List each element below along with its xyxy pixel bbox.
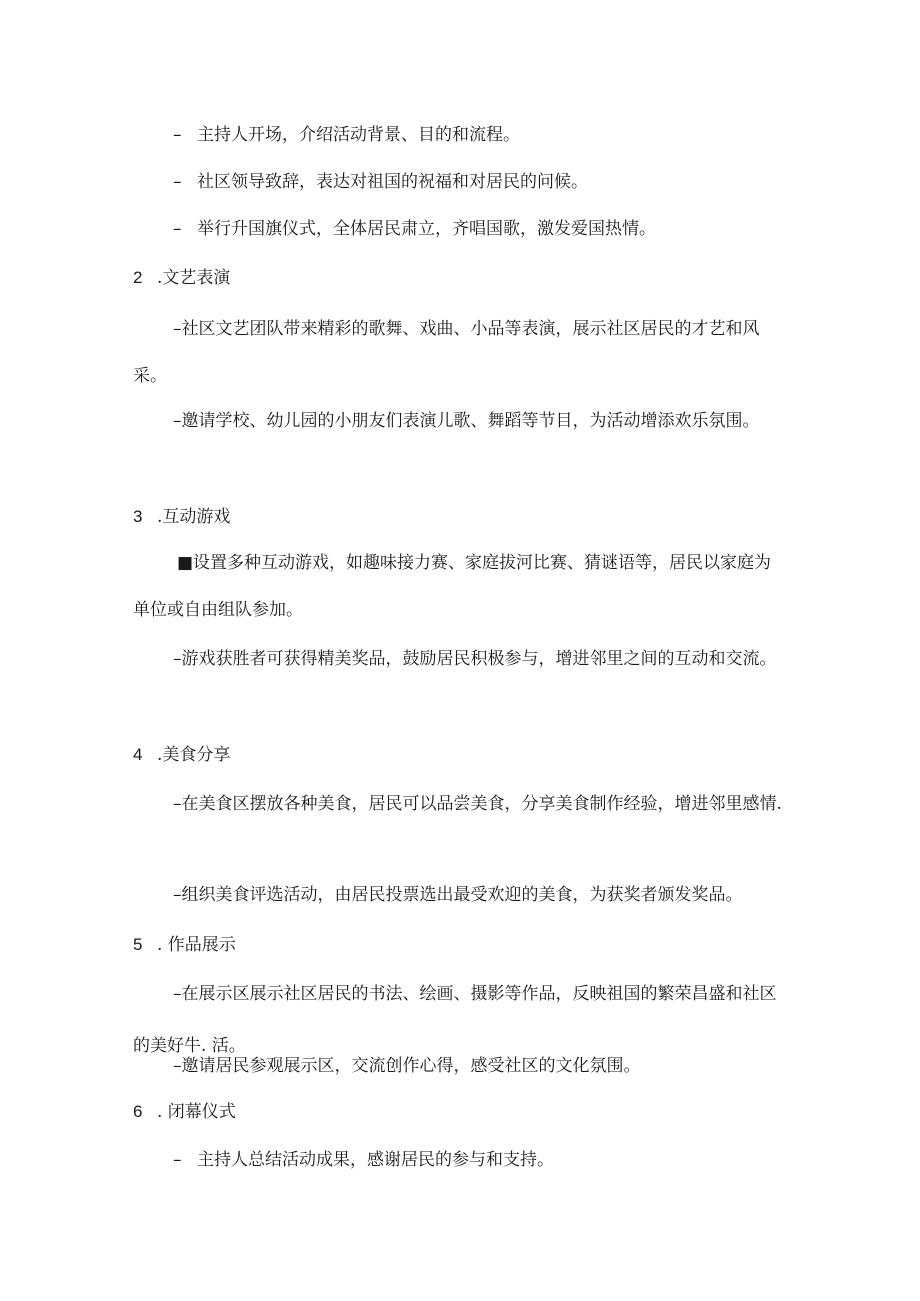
section-heading (133, 266, 230, 290)
section-number: 6 (133, 1102, 143, 1121)
opening-item-text: 主持人开场，介绍活动背景、目的和流程。 (197, 125, 520, 145)
opening-item-text: 社区领导致辞，表达对祖国的祝福和对居民的问候。 (197, 172, 588, 192)
section-heading (133, 743, 230, 767)
section-title: .美食分享 (157, 745, 231, 765)
opening-item (173, 217, 656, 241)
dash-marker: – (173, 125, 182, 145)
section-number: 3 (133, 507, 143, 526)
opening-item-text: 举行升国旗仪式，全体居民肃立，齐唱国歌，激发爱国热情。 (197, 219, 656, 239)
paragraph: –社区文艺团队带来精彩的歌舞、戏曲、小品等表演，展示社区居民的才艺和风采。 (133, 319, 760, 386)
opening-item (173, 123, 520, 147)
paragraph: –游戏获胜者可获得精美奖品，鼓励居民积极参与，增进邻里之间的互动和交流。 (173, 649, 777, 669)
dash-marker: – (173, 1150, 182, 1170)
section-title: .互动游戏 (157, 507, 231, 527)
dash-marker: – (173, 219, 182, 239)
paragraph: –在美食区摆放各种美食，居民可以品尝美食，分享美食制作经验，增进邻里感情. (173, 794, 782, 814)
closing-item (173, 1148, 554, 1172)
paragraph: –邀请居民参观展示区，交流创作心得，感受社区的文化氛围。 (173, 1056, 641, 1076)
section-number: 5 (133, 935, 143, 954)
paragraph: –组织美食评选活动，由居民投票选出最受欢迎的美食，为获奖者颁发奖品。 (173, 885, 743, 905)
section-title: . 作品展示 (157, 935, 236, 955)
closing-item-text: 主持人总结活动成果，感谢居民的参与和支持。 (197, 1150, 554, 1170)
paragraph: ■设置多种互动游戏，如趣味接力赛、家庭拔河比赛、猜谜语等，居民以家庭为单位或自由组队参加。 (133, 553, 772, 620)
paragraph: –邀请学校、幼儿园的小朋友们表演儿歌、舞蹈等节目，为活动增添欢乐氛围。 (173, 411, 760, 431)
section-heading (133, 505, 230, 529)
section-number: 4 (133, 745, 143, 764)
opening-item (173, 170, 588, 194)
paragraph: –在展示区展示社区居民的书法、绘画、摄影等作品，反映祖国的繁荣昌盛和社区的美好牛. 活。 (133, 984, 777, 1056)
section-heading (133, 1100, 236, 1124)
section-title: .文艺表演 (157, 268, 231, 288)
section-title: . 闭幕仪式 (157, 1102, 236, 1122)
section-number: 2 (133, 268, 143, 287)
dash-marker: – (173, 172, 182, 192)
section-heading (133, 933, 236, 957)
